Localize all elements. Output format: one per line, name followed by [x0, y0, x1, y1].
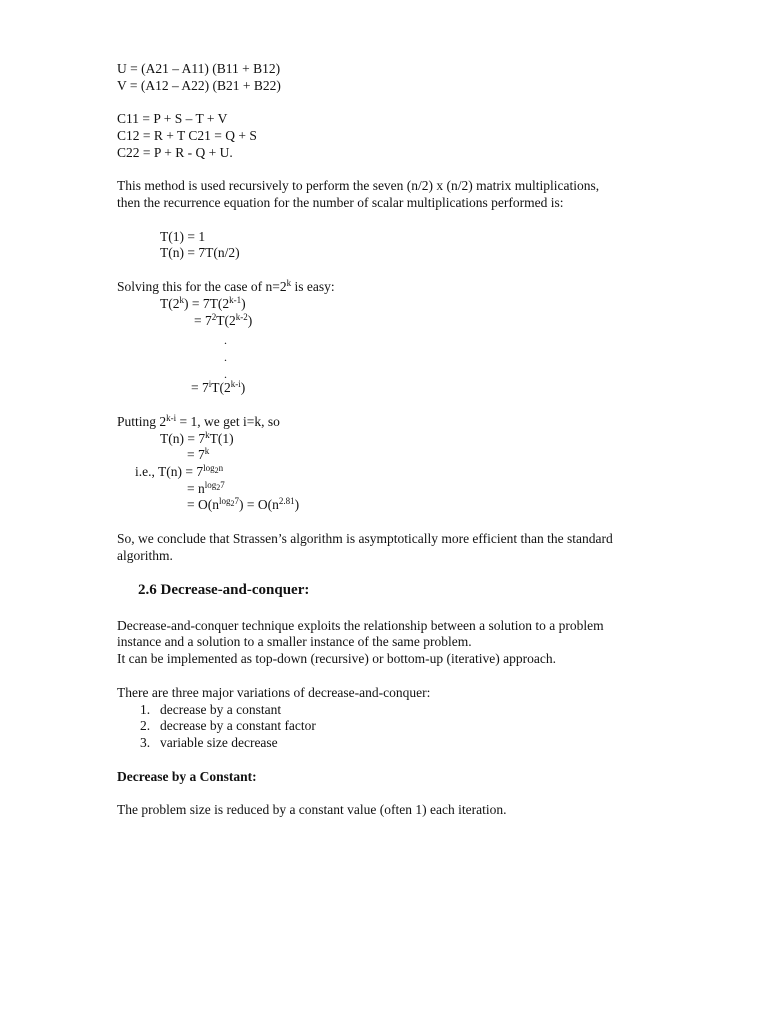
putting-t1: $T(n) = 7^kT(1)$ — [160, 430, 234, 446]
section-heading — [138, 582, 309, 598]
variation-item-2: 2. decrease by a constant factor — [140, 718, 316, 733]
recurrence-relation: T(n) = 7T(n/2) — [160, 245, 240, 260]
subsection-title: Decrease by a Constant: — [117, 769, 257, 784]
ellipsis-dot-1: . — [224, 333, 227, 347]
variation-item-1: 1. decrease by a constant — [140, 702, 282, 717]
putting-t5: = $O(n^{log_27}) = O(n^{2.81})$ — [187, 496, 300, 512]
putting-intro: Putting $2^{k-i} = 1$, we get i=k, so — [117, 413, 280, 429]
section-number: 2.6 — [138, 582, 157, 598]
solving-step-1: $T(2^k) = 7T(2^{k-1})$ — [160, 295, 246, 311]
dac-line1: Decrease-and-conquer technique exploits the relationship between a solution to a problem — [117, 618, 604, 633]
formula-c22: C22 = P + R - Q + U. — [117, 145, 233, 160]
solving-step-2: = $7^2T(2^{k-2})$ — [194, 312, 253, 328]
conclusion-line1: So, we conclude that Strassen’s algorithm is asymptotically more efficient than the standard — [117, 531, 613, 546]
putting-t2: = $7^k$ — [187, 446, 210, 462]
solving-intro: Solving this for the case of $n=2^k$ is easy: — [117, 278, 335, 294]
ellipsis-dot-3: . — [224, 367, 227, 381]
recurrence-base: T(1) = 1 — [160, 229, 206, 244]
formula-c12: C12 = R + T C21 = Q + S — [117, 128, 257, 143]
recurrence-intro-line1: This method is used recursively to perform the seven (n/2) x (n/2) matrix multiplications, — [117, 178, 600, 193]
subsection-body: The problem size is reduced by a constant value (often 1) each iteration. — [117, 802, 507, 817]
dac-line3: It can be implemented as top-down (recursive) or bottom-up (iterative) approach. — [117, 651, 556, 666]
putting-t3: i.e., $T(n) = 7^{log_2n}$ — [135, 463, 224, 479]
variations-intro: There are three major variations of decrease-and-conquer: — [117, 685, 431, 700]
solving-step-i: = $7^iT(2^{k-i})$ — [191, 379, 246, 395]
ellipsis-dot-2: . — [224, 350, 227, 364]
dac-line2: instance and a solution to a smaller instance of the same problem. — [117, 634, 472, 649]
formula-u: U = (A21 – A11) (B11 + B12) — [117, 61, 281, 76]
conclusion-line2: algorithm. — [117, 548, 173, 563]
formula-v: V = (A12 – A22) (B21 + B22) — [117, 78, 281, 93]
putting-t4: = $n^{log_27}$ — [187, 480, 225, 496]
section-title: Decrease-and-conquer: — [160, 582, 310, 598]
variation-item-3: 3. variable size decrease — [140, 735, 278, 750]
formula-c11: C11 = P + S – T + V — [117, 111, 228, 126]
recurrence-intro-line2: then the recurrence equation for the number of scalar multiplications performed is: — [117, 195, 564, 210]
